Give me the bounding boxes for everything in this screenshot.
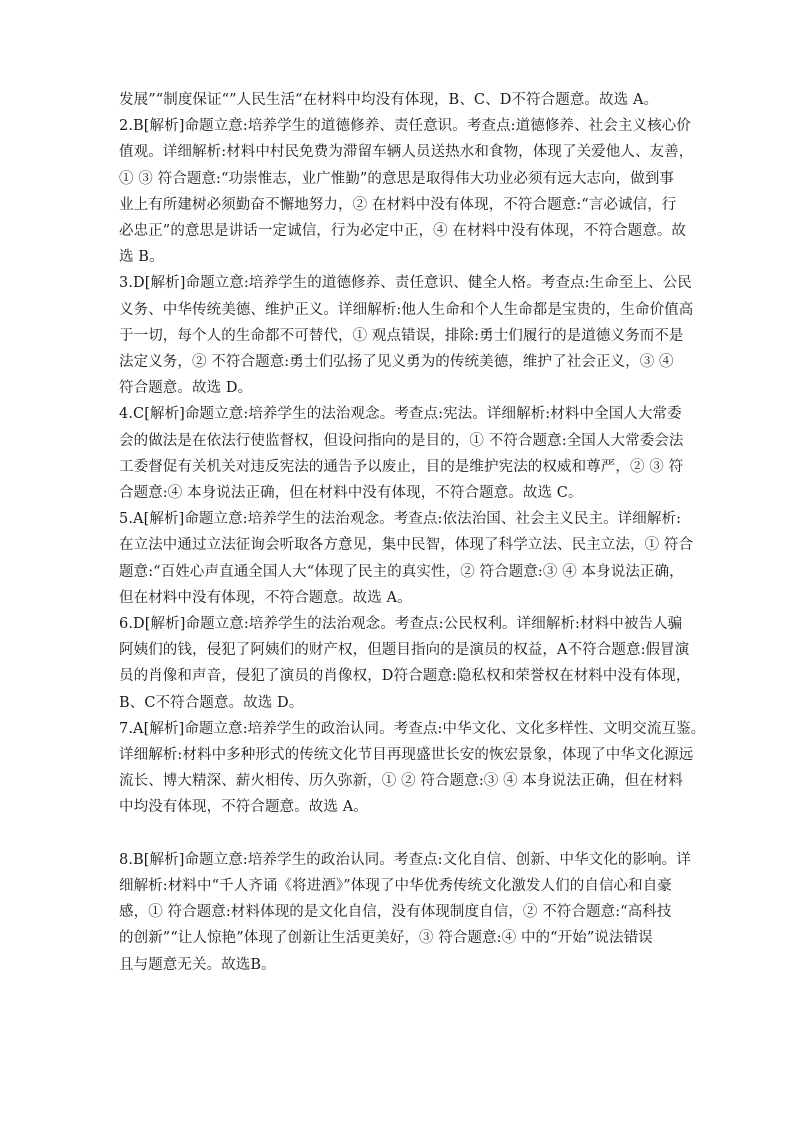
answer-1-continuation [119, 87, 679, 113]
text-line: 在立法中通过立法征询会听取各方意见，集中民智，体现了科学立法、民主立法，① 符合 [119, 537, 694, 554]
text-line: 义务、中华传统美德、维护正义。详细解析:他人生命和个人生命都是宝贵的，生命价值高 [119, 301, 694, 318]
text-line: 必忠正”的意思是讲话一定诚信，行为必定中正，④ 在材料中没有体现，不符合题意。故 [119, 223, 687, 240]
text-line: 细解析:材料中“千人齐诵《将进酒》”体现了中华优秀传统文化激发人们的自信心和自豪 [119, 877, 672, 894]
text-line: 4.C[解析]命题立意:培养学生的法治观念。考查点:宪法。详细解析:材料中全国人大常委 [119, 406, 682, 423]
text-line: 5.A[解析]命题立意:培养学生的法治观念。考查点:依法治国、社会主义民主。详细解析: [119, 511, 682, 528]
text-line: 且与题意无关。故选B。 [119, 956, 276, 973]
text-line: 于一切，每个人的生命都不可替代，① 观点错误，排除:勇士们履行的是道德义务而不是 [119, 327, 684, 344]
answer-3 [119, 270, 694, 401]
text-line: 流长、博大精深、薪火相传、历久弥新，① ② 符合题意:③ ④ 本身说法正确，但在材料 [119, 773, 684, 790]
text-line: 选 B。 [119, 249, 164, 266]
text-line: 阿姨们的钱，侵犯了阿姨们的财产权，但题目指向的是演员的权益，A不符合题意:假冒演 [119, 642, 690, 659]
text-line: 2.B[解析]命题立意:培养学生的道德修养、责任意识。考查点:道德修养、社会主义核心价 [119, 118, 691, 135]
text-line: 3.D[解析]命题立意:培养学生的道德修养、责任意识、健全人格。考查点:生命至上、公民 [119, 275, 692, 292]
text-line: 业上有所建树必须勤奋不懈地努力，② 在材料中没有体现，不符合题意:“言必诚信，行 [119, 196, 677, 213]
text-line: 会的做法是在依法行使监督权，但设问指向的是目的，① 不符合题意:全国人大常委会法 [119, 432, 684, 449]
text-line: 但在材料中没有体现，不符合题意。故选 A。 [119, 589, 412, 606]
text-line: 题意:“百姓心声直通全国人大“体现了民主的真实性，② 符合题意:③ ④ 本身说法正确， [119, 563, 684, 580]
answer-4 [119, 401, 684, 506]
text-line: B、C不符合题意。故选 D。 [119, 694, 304, 711]
answer-6 [119, 611, 691, 716]
answer-7 [119, 716, 706, 821]
text-line: 法定义务，② 不符合题意:勇士们弘扬了见义勇为的传统美德，维护了社会正义，③ ④ [119, 354, 674, 371]
text-line: ① ③ 符合题意:“功崇惟志，业广惟勤”的意思是取得伟大功业必须有远大志向，做到事 [119, 170, 675, 187]
text-line: 合题意:④ 本身说法正确，但在材料中没有体现，不符合题意。故选 C。 [119, 485, 583, 502]
text-line: 值观。详细解析:材料中村民免费为滞留车辆人员送热水和食物，体现了关爱他人、友善， [119, 144, 694, 161]
text-line: 6.D[解析]命题立意:培养学生的法治观念。考查点:公民权利。详细解析:材料中被告人骗 [119, 616, 683, 633]
text-line: 工委督促有关机关对违反宪法的通告予以废止，目的是维护宪法的权威和尊严，② ③ 符 [119, 458, 684, 475]
text-line: 员的肖像和声音，侵犯了演员的肖像权，D符合题意:隐私权和荣誉权在材料中没有体现， [119, 668, 691, 685]
text-line: 发展”“制度保证“”人民生活“在材料中均没有体现，B、C、D不符合题意。故选 A。 [119, 92, 659, 108]
text-line: 详细解析:材料中多种形式的传统文化节目再现盛世长安的恢宏景象，体现了中华文化源远 [119, 747, 694, 764]
text-line: 8.B[解析]命题立意:培养学生的政治认同。考查点:文化自信、创新、中华文化的影响。详 [119, 851, 691, 868]
text-line: 感，① 符合题意:材料体现的是文化自信，没有体现制度自信，② 不符合题意:“高科技 [119, 904, 672, 921]
answer-explanations [119, 87, 706, 978]
answer-2 [119, 113, 694, 270]
text-line: 中均没有体现，不符合题意。故选 A。 [119, 799, 368, 816]
answer-5 [119, 506, 694, 611]
answer-8 [119, 847, 691, 978]
text-line: 的创新”“让人惊艳”体现了创新让生活更美好，③ 符合题意:④ 中的“开始”说法错误 [119, 930, 653, 947]
text-line: 7.A[解析]命题立意:培养学生的政治认同。考查点:中华文化、文化多样性、文明交流互鉴。 [119, 720, 706, 737]
text-line: 符合题意。故选 D。 [119, 380, 253, 397]
